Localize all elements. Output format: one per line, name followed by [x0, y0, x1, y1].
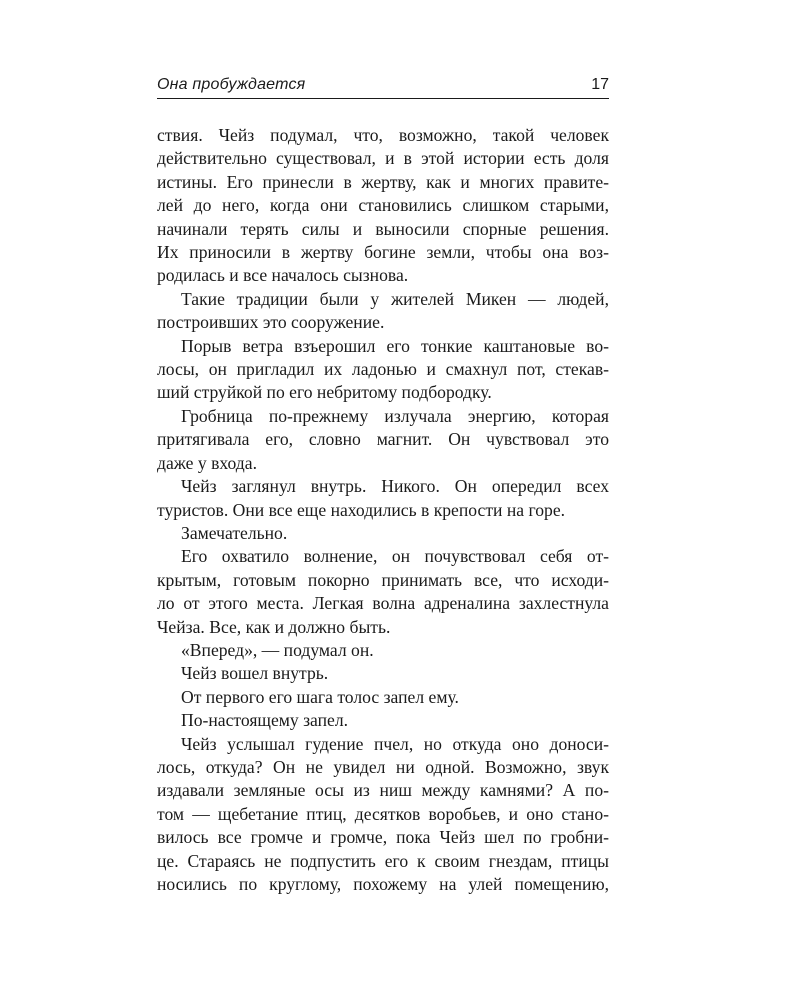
text-body: [157, 124, 609, 896]
text-line: Порыв ветра взъерошил его тонкие каштановые во-: [181, 335, 609, 356]
text-line: издавали земляные осы из ниш между камнями? А по-: [157, 780, 609, 801]
text-line: действительно существовал, и в этой истории есть доля: [157, 148, 609, 169]
text-line: Чейз заглянул внутрь. Никого. Он опередил всех: [181, 476, 609, 497]
page-number: 17: [591, 76, 609, 93]
text-line: лосы, он пригладил их ладонью и смахнул пот, стекав-: [157, 359, 609, 380]
text-line: Их приносили в жертву богине земли, чтобы она воз-: [157, 242, 609, 263]
text-line: построивших это сооружение.: [157, 312, 385, 333]
text-line: лей до него, когда они становились слишком старыми,: [157, 195, 609, 216]
running-head: [157, 74, 609, 99]
text-line: том — щебетание птиц, десятков воробьев, и оно стано-: [157, 803, 609, 824]
text-line: По-настоящему запел.: [181, 710, 349, 731]
text-line: начинали терять силы и выносили спорные решения.: [157, 218, 609, 239]
running-title: Она пробуждается: [157, 76, 306, 93]
text-line: истины. Его принесли в жертву, как и многих правите-: [157, 171, 609, 192]
text-line: вилось все громче и громче, пока Чейз шел по гробни-: [157, 827, 609, 848]
text-line: ло от этого места. Легкая волна адреналина захлестнула: [157, 593, 609, 614]
text-line: ствия. Чейз подумал, что, возможно, такой человек: [157, 125, 609, 145]
text-line: ший струйкой по его небритому подбородку.: [157, 382, 492, 403]
text-line: Гробница по-прежнему излучала энергию, которая: [181, 405, 609, 426]
text-line: це. Стараясь не подпустить его к своим гнездам, птицы: [157, 850, 609, 871]
text-line: носились по круглому, похожему на улей помещению,: [157, 874, 609, 894]
text-line: От первого его шага толос запел ему.: [181, 686, 459, 707]
text-line: туристов. Они все еще находились в крепости на горе.: [157, 499, 566, 520]
text-line: родилась и все началось сызнова.: [157, 265, 409, 286]
text-line: крытым, готовым покорно принимать все, что исходи-: [157, 569, 609, 590]
text-line: Замечательно.: [181, 522, 288, 543]
text-line: даже у входа.: [157, 452, 257, 473]
text-line: «Вперед», — подумал он.: [181, 639, 374, 660]
text-line: Чейз услышал гудение пчел, но откуда оно доноси-: [181, 733, 609, 754]
text-line: притягивала его, словно магнит. Он чувствовал это: [157, 429, 609, 450]
text-line: Такие традиции были у жителей Микен — людей,: [181, 288, 609, 309]
text-line: Чейз вошел внутрь.: [181, 663, 329, 684]
text-line: Его охватило волнение, он почувствовал себя от-: [181, 546, 609, 567]
text-line: лось, откуда? Он не увидел ни одной. Возможно, звук: [157, 756, 609, 777]
text-line: Чейза. Все, как и должно быть.: [157, 616, 391, 637]
